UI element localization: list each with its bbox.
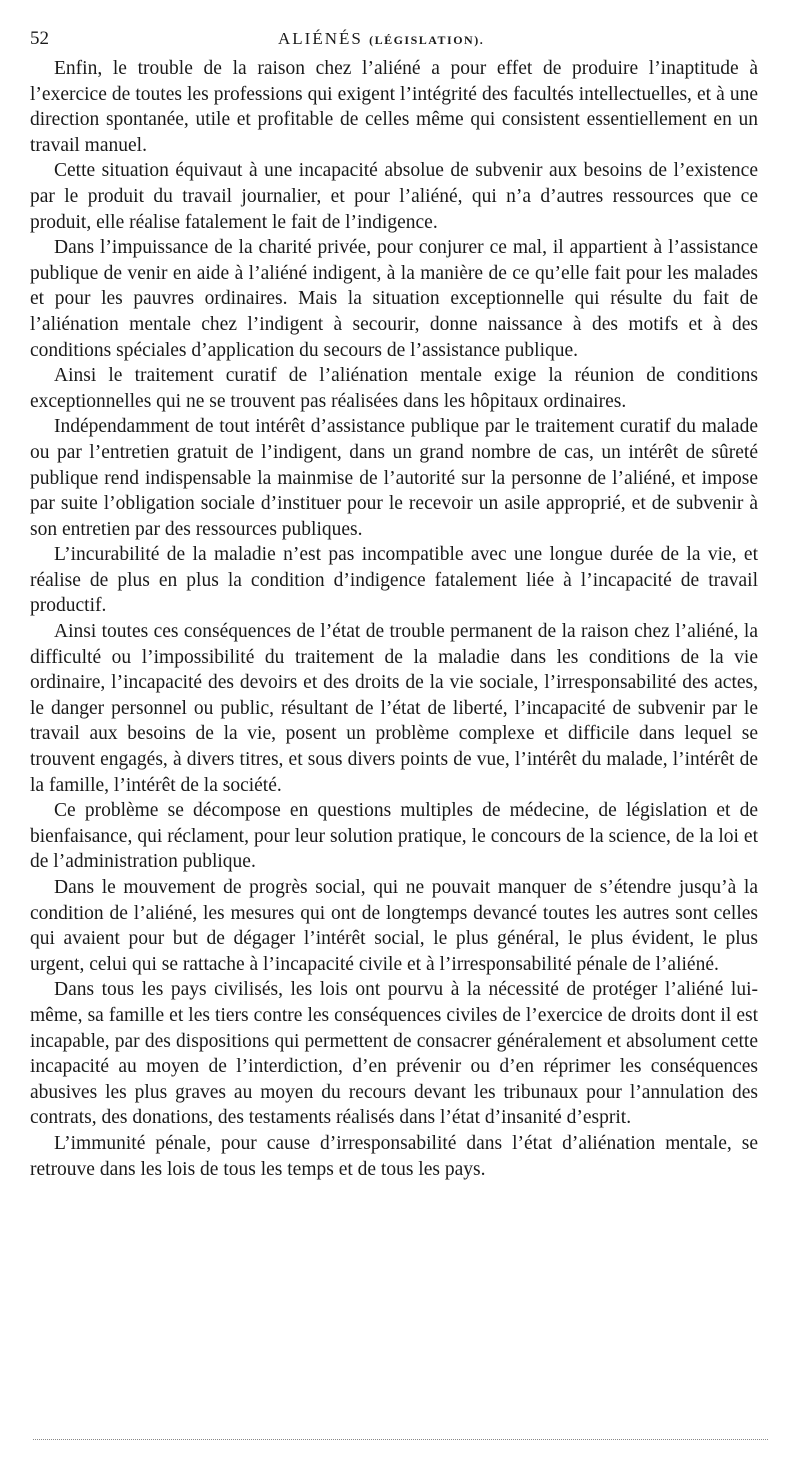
paragraph: Enfin, le trouble de la raison chez l’aliéné a pour effet de produire l’inaptitude à l’exercice de toutes les professions qui exigent l’intégrité des facultés intellectuelles, et à une direction spontanée, utile et profitable de celles même qui consistent essentiellement en un travail manuel.	[30, 58, 758, 156]
paragraph: L’incurabilité de la maladie n’est pas incompatible avec une longue durée de la vie, et réalise de plus en plus la condition d’indigence fatalement liée à l’incapacité de travail productif.	[30, 544, 758, 617]
running-head	[278, 28, 484, 51]
paragraph: Ce problème se décompose en questions multiples de médecine, de législation et de bienfaisance, qui réclament, pour leur solution pratique, le concours de la science, de la loi et de l’administration publique.	[30, 800, 758, 873]
paragraph: Dans tous les pays civilisés, les lois ont pourvu à la nécessité de protéger l’aliéné lui-même, sa famille et les tiers contre les conséquences civiles de l’exercice de droits dont il est incapable, par des dispositions qui permettent de consacrer généralement et absolument cette incapacité au moyen de l’interdiction, d’en prévenir ou d’en réprimer les conséquences abusives les plus graves au moyen du recours devant les tribunaux pour l’annulation des contrats, des donations, des testaments réalisés dans l’état d’insanité d’esprit.	[30, 979, 758, 1129]
paragraph: Indépendamment de tout intérêt d’assistance publique par le traitement curatif du malade ou par l’entretien gratuit de l’indigent, dans un grand nombre de cas, un intérêt de sûreté publique rend indispensable la mainmise de l’autorité sur la personne de l’aliéné, et impose par suite l’obligation sociale d’instituer pour le recevoir un asile approprié, et de subvenir à son entretien par des ressources publiques.	[30, 416, 758, 540]
book-page	[30, 28, 758, 1182]
paragraph: Ainsi toutes ces conséquences de l’état de trouble permanent de la raison chez l’aliéné, la difficulté ou l’impossibilité du traitement de la maladie dans les conditions de la vie ordinaire, l’incapacité des devoirs et des droits de la vie sociale, l’irresponsabilité des actes, le danger personnel ou public, résultant de l’état de liberté, l’incapacité de subvenir par le travail aux besoins de la vie, posent un problème complexe et difficile dans lequel se trouvent engagés, à divers titres, et sous divers points de vue, l’intérêt du malade, l’intérêt de la famille, l’intérêt de la société.	[30, 621, 758, 796]
paragraph: Ainsi le traitement curatif de l’aliénation mentale exige la réunion de conditions exceptionnelles qui ne se trouvent pas réalisées dans les hôpitaux ordinaires.	[30, 365, 758, 412]
footer-dotted-rule	[33, 1439, 768, 1440]
body-text	[30, 56, 758, 1182]
paragraph: Cette situation équivaut à une incapacité absolue de subvenir aux besoins de l’existence par le produit du travail journalier, et pour l’aliéné, qui n’a d’autres ressources que ce produit, elle réalise fatalement le fait de l’indigence.	[30, 160, 758, 233]
page-header	[30, 28, 758, 50]
running-title: ALIÉNÉS	[278, 29, 363, 48]
paragraph: Dans le mouvement de progrès social, qui ne pouvait manquer de s’étendre jusqu’à la condition de l’aliéné, les mesures qui ont de longtemps devancé toutes les autres sont celles qui avaient pour but de dégager l’intérêt social, le plus général, le plus évident, le plus urgent, celui qui se rattache à l’incapacité civile et à l’irresponsabilité pénale de l’aliéné.	[30, 877, 758, 975]
page-number: 52	[30, 28, 49, 49]
running-subtitle: (LÉGISLATION).	[369, 33, 485, 47]
paragraph: Dans l’impuissance de la charité privée, pour conjurer ce mal, il appartient à l’assistance publique de venir en aide à l’aliéné indigent, à la manière de ce qu’elle fait pour les malades et pour les pauvres ordinaires. Mais la situation exceptionnelle qui résulte du fait de l’aliénation mentale chez l’indigent à secourir, donne naissance à des motifs et à des conditions spéciales d’application du secours de l’assistance publique.	[30, 237, 758, 361]
paragraph: L’immunité pénale, pour cause d’irresponsabilité dans l’état d’aliénation mentale, se retrouve dans les lois de tous les temps et de tous les pays.	[30, 1132, 758, 1180]
